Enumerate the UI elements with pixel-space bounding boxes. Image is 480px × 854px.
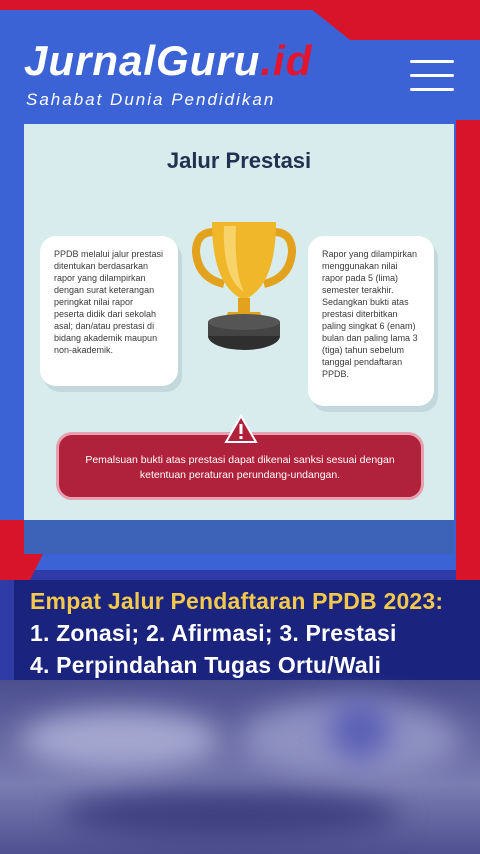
caption-line-3: 4. Perpindahan Tugas Ortu/Wali [30,652,382,678]
site-tagline: Sahabat Dunia Pendidikan [26,90,276,109]
trophy-icon [184,212,304,362]
warning-icon [224,414,258,444]
logo-suffix-text: .id [260,37,313,84]
blurred-video-background [0,680,480,854]
caption-panel [14,580,480,680]
caption-heading: Empat Jalur Pendaftaran PPDB 2023: [30,588,444,614]
infographic-footer-bar [24,520,454,554]
site-logo[interactable] [24,36,312,86]
right-info-bubble: Rapor yang dilampirkan menggunakan nilai rapor pada 5 (lima) semester terakhir. Sedangkan bukti atas prestasi diterbitkan paling singkat 6 (enam) bulan dan paling lama 3 (tiga) tahun sebelum tanggal pendaftaran PPDB. [308,236,434,406]
warning-box: Pemalsuan bukti atas prestasi dapat dikenai sanksi sesuai dengan ketentuan peraturan perundang-undangan. [56,432,424,500]
infographic-card [24,124,454,554]
hamburger-menu-icon[interactable] [410,60,456,90]
logo-main-text: JurnalGuru [24,37,261,84]
right-red-band [456,120,480,580]
caption-line-2: 1. Zonasi; 2. Afirmasi; 3. Prestasi [30,620,397,646]
infographic-title: Jalur Prestasi [166,148,312,173]
left-info-bubble: PPDB melalui jalur prestasi ditentukan berdasarkan rapor yang dilampirkan dengan surat keterangan peringkat nilai rapor peserta didik dari sekolah asal; dan/atau prestasi di bidang akademik maupun non-akademik. [40,236,178,386]
